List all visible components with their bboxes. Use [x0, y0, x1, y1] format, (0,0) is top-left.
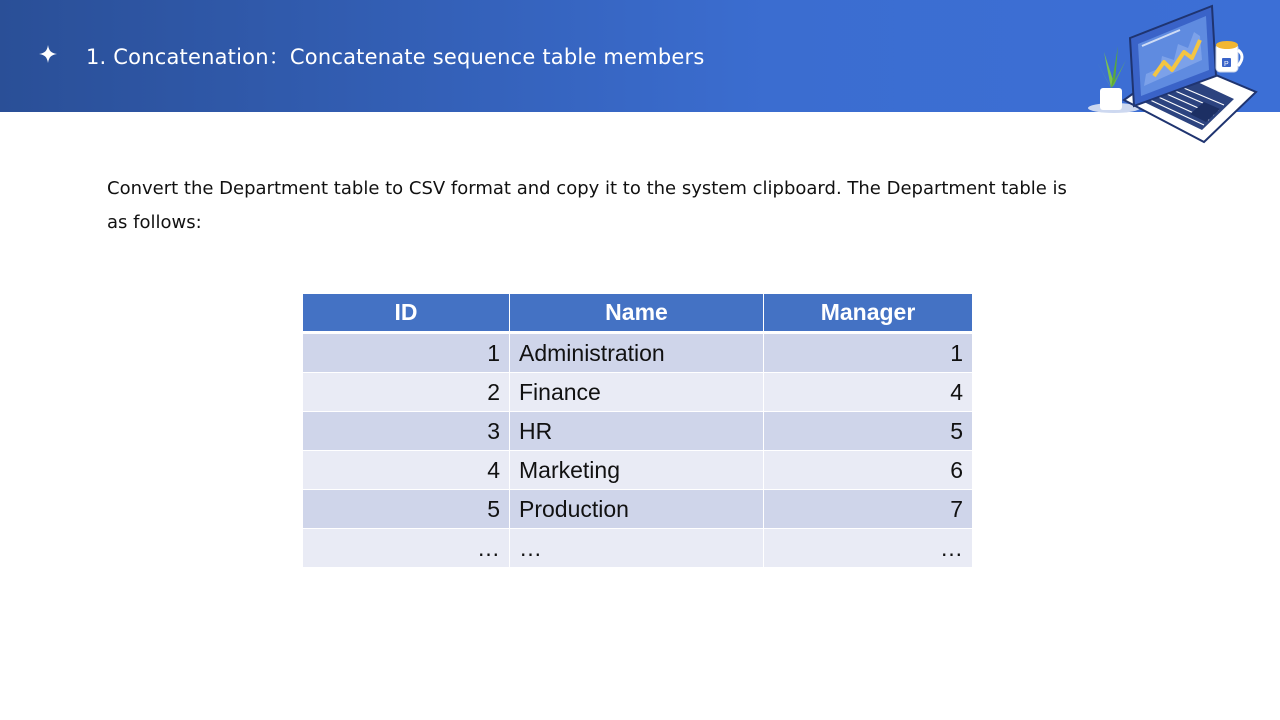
slide-title: 1. Concatenation：Concatenate sequence table members	[86, 45, 705, 69]
table-header-row	[303, 294, 972, 333]
column-header-manager: Manager	[764, 294, 973, 333]
svg-text:P: P	[1224, 61, 1229, 68]
cell-manager: 7	[764, 490, 973, 529]
cell-manager: 1	[764, 333, 973, 373]
cell-name: HR	[510, 412, 764, 451]
cell-id: 2	[303, 373, 510, 412]
cell-manager: 4	[764, 373, 973, 412]
laptop-illustration	[1084, 0, 1260, 145]
cell-name: Administration	[510, 333, 764, 373]
cell-name: Finance	[510, 373, 764, 412]
cell-id: 4	[303, 451, 510, 490]
table-row	[303, 451, 972, 490]
cell-name: …	[510, 529, 764, 568]
table-row	[303, 412, 972, 451]
table-row	[303, 333, 972, 373]
cell-id: 3	[303, 412, 510, 451]
cell-manager: 6	[764, 451, 973, 490]
column-header-name: Name	[510, 294, 764, 333]
department-table	[303, 294, 972, 568]
table-row	[303, 373, 972, 412]
cell-name: Marketing	[510, 451, 764, 490]
cell-id: 1	[303, 333, 510, 373]
cell-id: …	[303, 529, 510, 568]
cell-manager: 5	[764, 412, 973, 451]
cell-name: Production	[510, 490, 764, 529]
cell-id: 5	[303, 490, 510, 529]
table-row	[303, 529, 972, 568]
cell-manager: …	[764, 529, 973, 568]
slide-description: Convert the Department table to CSV format and copy it to the system clipboard. The Department table is as follows:	[107, 178, 1067, 233]
sparkle-star-icon	[38, 44, 58, 64]
column-header-id: ID	[303, 294, 510, 333]
table-row	[303, 490, 972, 529]
title-band	[0, 0, 1280, 112]
